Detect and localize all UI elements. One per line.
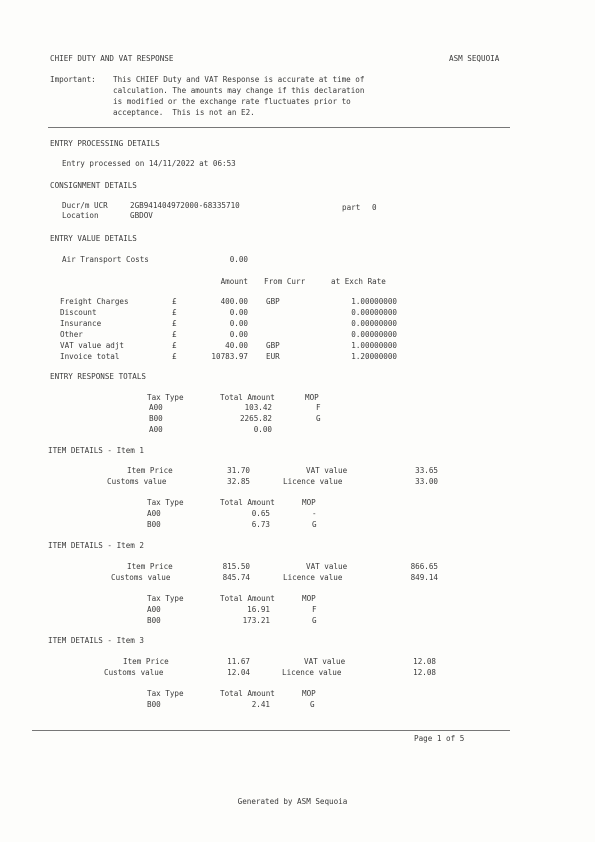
item-price-value: 11.67	[227, 657, 250, 666]
important-line: is modified or the exchange rate fluctuates prior to	[113, 97, 351, 106]
item-heading: ITEM DETAILS - Item 3	[48, 636, 145, 645]
column-header: Total Amount	[220, 498, 275, 507]
air-transport-value: 0.00	[229, 255, 248, 264]
vat-value-label: VAT value	[306, 466, 348, 475]
tax-amount: 2265.82	[239, 414, 272, 423]
divider	[48, 127, 510, 128]
value-row-rate: 1.00000000	[351, 297, 397, 306]
value-row-rate: 0.00000000	[351, 308, 397, 317]
tax-type: B00	[147, 520, 161, 529]
item-heading: ITEM DETAILS - Item 1	[48, 446, 145, 455]
column-header: MOP	[302, 594, 316, 603]
document-title: CHIEF DUTY AND VAT RESPONSE	[50, 54, 174, 63]
item-price-label: Item Price	[127, 466, 173, 475]
vat-value-amount: 866.65	[410, 562, 438, 571]
currency-symbol: £	[172, 308, 177, 317]
important-line: This CHIEF Duty and VAT Response is accurate at time of	[113, 75, 365, 84]
value-row-amount: 10783.97	[211, 352, 248, 361]
entry-processing-heading: ENTRY PROCESSING DETAILS	[50, 139, 160, 148]
value-row-label: Insurance	[60, 319, 102, 328]
customs-value-amount: 845.74	[222, 573, 250, 582]
entry-processed-text: Entry processed on 14/11/2022 at 06:53	[62, 159, 236, 168]
value-row-label: VAT value adjt	[60, 341, 125, 350]
value-row-rate: 0.00000000	[351, 330, 397, 339]
item-price-label: Item Price	[123, 657, 169, 666]
tax-type: A00	[147, 509, 161, 518]
currency-symbol: £	[172, 352, 177, 361]
currency-symbol: £	[172, 319, 177, 328]
tax-type: B00	[147, 616, 161, 625]
column-header: Total Amount	[220, 594, 275, 603]
value-row-currency: EUR	[266, 352, 280, 361]
value-row-amount: 40.00	[225, 341, 248, 350]
tax-type: A00	[149, 425, 163, 434]
licence-value-label: Licence value	[283, 573, 343, 582]
vat-value-label: VAT value	[304, 657, 346, 666]
tax-amount: 2.41	[251, 700, 270, 709]
entry-response-heading: ENTRY RESPONSE TOTALS	[50, 372, 147, 381]
tax-amount: 173.21	[242, 616, 270, 625]
licence-value-amount: 12.08	[413, 668, 436, 677]
tax-mop: F	[312, 605, 317, 614]
tax-amount: 6.73	[251, 520, 270, 529]
column-header: Tax Type	[147, 594, 184, 603]
location-value: GBDOV	[130, 211, 153, 220]
licence-value-amount: 33.00	[415, 477, 438, 486]
important-label: Important:	[50, 75, 96, 84]
column-header: at Exch Rate	[331, 277, 386, 286]
value-row-amount: 0.00	[229, 330, 248, 339]
tax-type: A00	[149, 403, 163, 412]
item-price-label: Item Price	[127, 562, 173, 571]
value-row-amount: 0.00	[229, 319, 248, 328]
tax-mop: G	[312, 616, 317, 625]
important-line: acceptance. This is not an E2.	[113, 108, 255, 117]
value-row-amount: 400.00	[220, 297, 248, 306]
customs-value-label: Customs value	[104, 668, 164, 677]
part-value: 0	[372, 203, 377, 212]
value-row-label: Freight Charges	[60, 297, 129, 306]
column-header: MOP	[302, 498, 316, 507]
location-label: Location	[62, 211, 99, 220]
item-heading: ITEM DETAILS - Item 2	[48, 541, 145, 550]
value-row-currency: GBP	[266, 297, 280, 306]
currency-symbol: £	[172, 341, 177, 350]
air-transport-label: Air Transport Costs	[62, 255, 149, 264]
column-header: Amount	[220, 277, 248, 286]
licence-value-label: Licence value	[282, 668, 342, 677]
value-row-currency: GBP	[266, 341, 280, 350]
column-header: MOP	[305, 393, 319, 402]
tax-mop: G	[310, 700, 315, 709]
value-row-label: Invoice total	[60, 352, 120, 361]
tax-type: B00	[149, 414, 163, 423]
value-row-rate: 0.00000000	[351, 319, 397, 328]
consignment-heading: CONSIGNMENT DETAILS	[50, 181, 137, 190]
value-row-label: Discount	[60, 308, 97, 317]
value-row-label: Other	[60, 330, 83, 339]
footer-divider	[32, 730, 510, 731]
tax-amount: 103.42	[244, 403, 272, 412]
customs-value-amount: 12.04	[227, 668, 250, 677]
ducr-value: 2GB941404972000-68335710	[130, 201, 240, 210]
currency-symbol: £	[172, 297, 177, 306]
value-row-rate: 1.20000000	[351, 352, 397, 361]
customs-value-label: Customs value	[107, 477, 167, 486]
column-header: Tax Type	[147, 498, 184, 507]
tax-amount: 0.00	[253, 425, 272, 434]
generated-by: Generated by ASM Sequoia	[237, 797, 348, 806]
value-row-rate: 1.00000000	[351, 341, 397, 350]
tax-mop: F	[316, 403, 321, 412]
important-line: calculation. The amounts may change if this declaration	[113, 86, 365, 95]
ducr-label: Ducr/m UCR	[62, 201, 108, 210]
customs-value-label: Customs value	[111, 573, 171, 582]
value-row-amount: 0.00	[229, 308, 248, 317]
column-header: Tax Type	[147, 393, 184, 402]
currency-symbol: £	[172, 330, 177, 339]
page-number: Page 1 of 5	[414, 734, 465, 743]
tax-type: B00	[147, 700, 161, 709]
tax-amount: 0.65	[251, 509, 270, 518]
tax-mop: G	[316, 414, 321, 423]
tax-mop: G	[312, 520, 317, 529]
column-header: MOP	[302, 689, 316, 698]
company-name: ASM SEQUOIA	[449, 54, 500, 63]
tax-amount: 16.91	[247, 605, 270, 614]
column-header: Total Amount	[220, 393, 275, 402]
column-header: Tax Type	[147, 689, 184, 698]
column-header: Total Amount	[220, 689, 275, 698]
vat-value-amount: 33.65	[415, 466, 438, 475]
customs-value-amount: 32.85	[227, 477, 250, 486]
part-label: part	[342, 203, 361, 212]
vat-value-label: VAT value	[306, 562, 348, 571]
tax-mop: -	[312, 509, 317, 518]
licence-value-amount: 849.14	[410, 573, 438, 582]
column-header: From Curr	[264, 277, 306, 286]
licence-value-label: Licence value	[283, 477, 343, 486]
vat-value-amount: 12.08	[413, 657, 436, 666]
item-price-value: 31.70	[227, 466, 250, 475]
tax-type: A00	[147, 605, 161, 614]
item-price-value: 815.50	[222, 562, 250, 571]
entry-values-heading: ENTRY VALUE DETAILS	[50, 234, 137, 243]
